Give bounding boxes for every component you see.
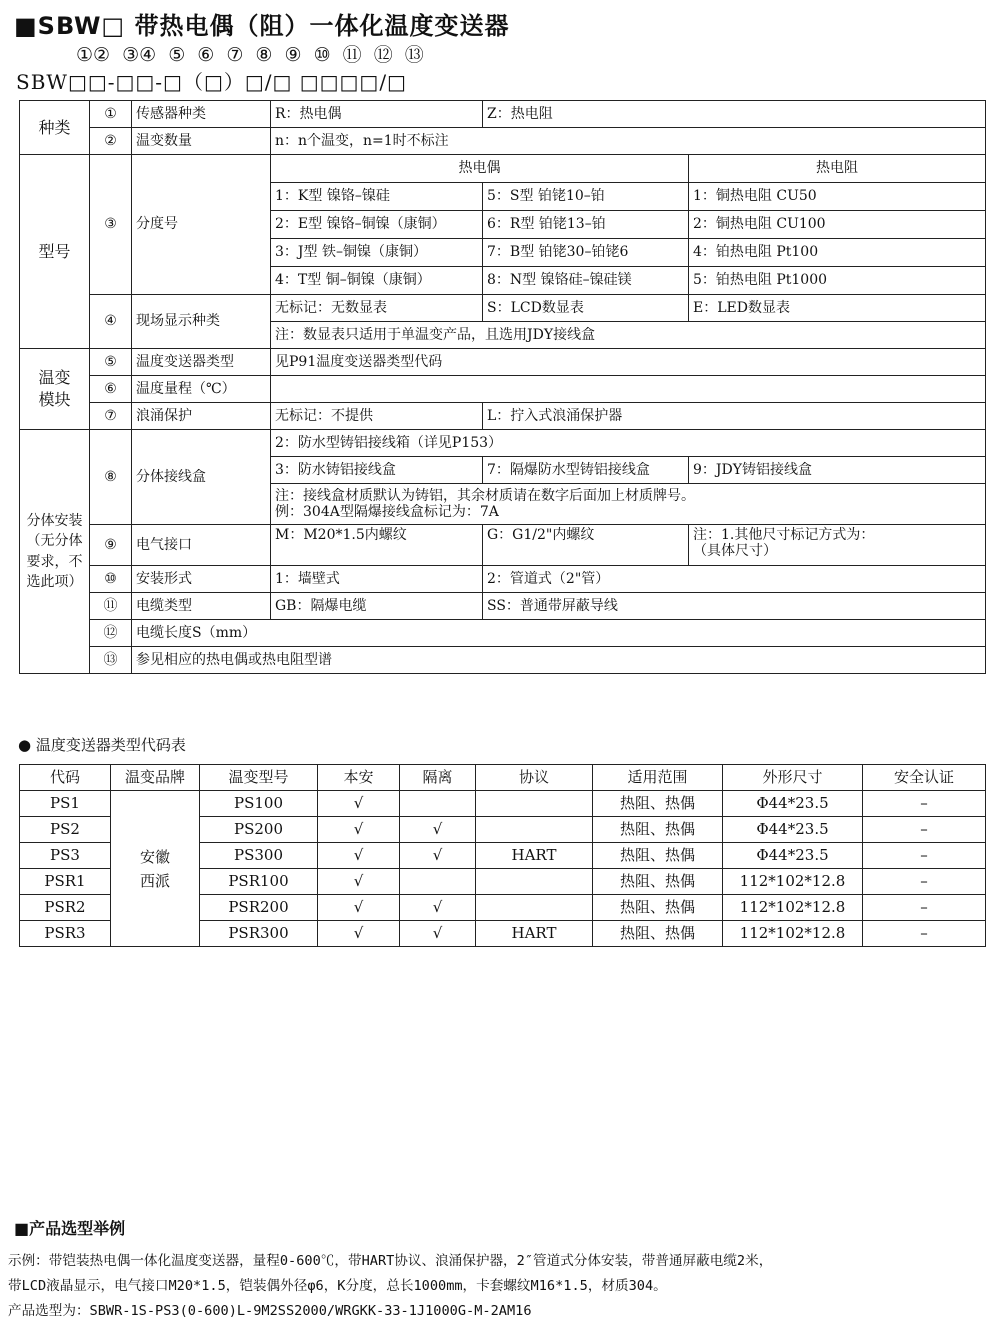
- row-num: ⑪: [90, 593, 132, 620]
- row-num: ⑧: [90, 430, 132, 525]
- cell-range: 热阻、热偶: [593, 817, 723, 843]
- cell-size: 112*102*12.8: [723, 895, 863, 921]
- option: M：M20*1.5内螺纹: [271, 525, 483, 566]
- cell-size: Φ44*23.5: [723, 817, 863, 843]
- cell-range: 热阻、热偶: [593, 895, 723, 921]
- row-name: 温度变送器类型: [132, 349, 271, 376]
- option: 2：管道式（2"管）: [483, 566, 986, 593]
- cell-size: Φ44*23.5: [723, 791, 863, 817]
- cell-range: 热阻、热偶: [593, 843, 723, 869]
- row-num: ⑩: [90, 566, 132, 593]
- cell-iso: √: [400, 817, 476, 843]
- cell-size: Φ44*23.5: [723, 843, 863, 869]
- option: S：LCD数显表: [483, 295, 689, 322]
- group-kind: 种类: [20, 101, 90, 155]
- row-num: ⑤: [90, 349, 132, 376]
- tc-option: 7：B型 铂铑30–铂铑6: [483, 239, 689, 267]
- example-line: 产品选型为：SBWR-1S-PS3(0-600)L-9M2SS2000/WRGKK-33-1J1000G-M-2AM16: [8, 1303, 532, 1319]
- option: R：热电偶: [271, 101, 483, 128]
- option: 无标记：无数显表: [271, 295, 483, 322]
- column-header: 温变型号: [200, 765, 318, 791]
- option: 无标记：不提供: [271, 403, 483, 430]
- cell-is: √: [318, 895, 400, 921]
- brand-cell: 安徽 西派: [111, 791, 200, 947]
- row-num: ⑫: [90, 620, 132, 647]
- table-row: [20, 791, 986, 817]
- row-num: ①: [90, 101, 132, 128]
- column-header: 温变品牌: [111, 765, 200, 791]
- cell-proto: HART: [476, 843, 593, 869]
- cell-proto: [476, 895, 593, 921]
- table-header-row: [20, 765, 986, 791]
- tc-option: 2：E型 镍铬–铜镍（康铜）: [271, 211, 483, 239]
- option: 2：防水型铸铝接线箱（详见P153）: [271, 430, 986, 457]
- row-name: 现场显示种类: [132, 295, 271, 349]
- rtd-option: 5：铂热电阻 Pt1000: [689, 267, 986, 295]
- cell-iso: [400, 869, 476, 895]
- cell-code: PSR1: [20, 869, 111, 895]
- cell-model: PSR100: [200, 869, 318, 895]
- column-header: 外形尺寸: [723, 765, 863, 791]
- option: n：n个温变，n=1时不标注: [271, 128, 986, 155]
- cell-proto: [476, 869, 593, 895]
- column-header: 隔离: [400, 765, 476, 791]
- option: 见P91温度变送器类型代码: [271, 349, 986, 376]
- note: [689, 525, 986, 566]
- tc-option: 4：T型 铜–铜镍（康铜）: [271, 267, 483, 295]
- option: 7：隔爆防水型铸铝接线盒: [483, 457, 689, 484]
- row-num: ⑥: [90, 376, 132, 403]
- rtd-option: 1：铜热电阻 CU50: [689, 183, 986, 211]
- note-line: 注：接线盒材质默认为铸铝，其余材质请在数字后面加上材质牌号。: [275, 487, 695, 504]
- selection-table: [19, 100, 986, 674]
- option: 9：JDY铸铝接线盒: [689, 457, 986, 484]
- tc-option: 8：N型 镍铬硅–镍硅镁: [483, 267, 689, 295]
- cell-model: PS200: [200, 817, 318, 843]
- row-name: 浪涌保护: [132, 403, 271, 430]
- note-line: 注：1.其他尺寸标记方式为：: [693, 527, 875, 543]
- note-line: （具体尺寸）: [693, 543, 777, 560]
- column-header: 代码: [20, 765, 111, 791]
- cell-size: 112*102*12.8: [723, 869, 863, 895]
- row-name: 电缆长度S（mm）: [132, 620, 986, 647]
- note-line: 例：304A型隔爆接线盒标记为：7A: [275, 504, 499, 520]
- row-name: 电缆类型: [132, 593, 271, 620]
- cell-model: PSR200: [200, 895, 318, 921]
- row-name: 分度号: [132, 155, 271, 295]
- row-num: ④: [90, 295, 132, 349]
- row-num: ③: [90, 155, 132, 295]
- cell-range: 热阻、热偶: [593, 869, 723, 895]
- cell-is: √: [318, 817, 400, 843]
- cell-cert: –: [863, 921, 986, 947]
- group-install: 分体安装（无分体要求，不选此项）: [20, 430, 90, 674]
- option: L：拧入式浪涌保护器: [483, 403, 986, 430]
- cell-cert: –: [863, 869, 986, 895]
- tc-option: 6：R型 铂铑13–铂: [483, 211, 689, 239]
- option: E：LED数显表: [689, 295, 986, 322]
- cell-proto: HART: [476, 921, 593, 947]
- empty-cell: [271, 376, 986, 403]
- row-name: 分体接线盒: [132, 430, 271, 525]
- cell-is: √: [318, 843, 400, 869]
- cell-proto: [476, 817, 593, 843]
- cell-cert: –: [863, 817, 986, 843]
- row-name: 传感器种类: [132, 101, 271, 128]
- cell-iso: [400, 791, 476, 817]
- header-thermocouple: 热电偶: [271, 155, 689, 183]
- cell-model: PSR300: [200, 921, 318, 947]
- option: 3：防水铸铝接线盒: [271, 457, 483, 484]
- header-rtd: 热电阻: [689, 155, 986, 183]
- type-code-table: [19, 764, 986, 947]
- option: GB：隔爆电缆: [271, 593, 483, 620]
- page-title: ■SBW□ 带热电偶（阻）一体化温度变送器: [14, 12, 510, 40]
- column-header: 协议: [476, 765, 593, 791]
- example-line: 示例：带铠装热电偶一体化温度变送器，量程0-600℃，带HART协议、浪涌保护器，2″管道式分体安装，带普通屏蔽电缆2米，: [8, 1253, 773, 1269]
- type-table-heading: ● 温度变送器类型代码表: [18, 736, 186, 754]
- row-name: 温度量程（℃）: [132, 376, 271, 403]
- option: SS：普通带屏蔽导线: [483, 593, 986, 620]
- cell-cert: –: [863, 843, 986, 869]
- rtd-option: 4：铂热电阻 Pt100: [689, 239, 986, 267]
- position-numbers: ①② ③④ ⑤ ⑥ ⑦ ⑧ ⑨ ⑩ ⑪ ⑫ ⑬: [76, 44, 424, 66]
- example-heading: ■产品选型举例: [14, 1219, 126, 1238]
- column-header: 安全认证: [863, 765, 986, 791]
- group-module: 温变 模块: [20, 349, 90, 430]
- row-name: 安装形式: [132, 566, 271, 593]
- cell-code: PS3: [20, 843, 111, 869]
- cell-range: 热阻、热偶: [593, 921, 723, 947]
- cell-code: PSR2: [20, 895, 111, 921]
- option: 1：墙壁式: [271, 566, 483, 593]
- row-num: ⑬: [90, 647, 132, 674]
- option: G：G1/2"内螺纹: [483, 525, 689, 566]
- cell-code: PSR3: [20, 921, 111, 947]
- cell-model: PS300: [200, 843, 318, 869]
- cell-is: √: [318, 921, 400, 947]
- cell-is: √: [318, 791, 400, 817]
- cell-size: 112*102*12.8: [723, 921, 863, 947]
- row-num: ⑦: [90, 403, 132, 430]
- cell-iso: √: [400, 843, 476, 869]
- tc-option: 1：K型 镍铬–镍硅: [271, 183, 483, 211]
- row-name: 参见相应的热电偶或热电阻型谱: [132, 647, 986, 674]
- note: [271, 484, 986, 525]
- note: 注：数显表只适用于单温变产品，且选用JDY接线盒: [271, 322, 986, 349]
- row-num: ②: [90, 128, 132, 155]
- cell-proto: [476, 791, 593, 817]
- code-template: SBW□□-□□-□（□）□/□ □□□□/□: [16, 70, 407, 94]
- cell-code: PS2: [20, 817, 111, 843]
- row-num: ⑨: [90, 525, 132, 566]
- column-header: 本安: [318, 765, 400, 791]
- cell-code: PS1: [20, 791, 111, 817]
- option: Z：热电阻: [483, 101, 986, 128]
- cell-range: 热阻、热偶: [593, 791, 723, 817]
- cell-iso: √: [400, 921, 476, 947]
- row-name: 温变数量: [132, 128, 271, 155]
- rtd-option: 2：铜热电阻 CU100: [689, 211, 986, 239]
- row-name: 电气接口: [132, 525, 271, 566]
- cell-cert: –: [863, 895, 986, 921]
- cell-iso: √: [400, 895, 476, 921]
- column-header: 适用范围: [593, 765, 723, 791]
- tc-option: 5：S型 铂铑10–铂: [483, 183, 689, 211]
- cell-cert: –: [863, 791, 986, 817]
- tc-option: 3：J型 铁–铜镍（康铜）: [271, 239, 483, 267]
- group-model: 型号: [20, 155, 90, 349]
- example-line: 带LCD液晶显示，电气接口M20*1.5，铠装偶外径φ6，K分度，总长1000mm，卡套螺纹M16*1.5，材质304。: [8, 1278, 667, 1294]
- cell-model: PS100: [200, 791, 318, 817]
- cell-is: √: [318, 869, 400, 895]
